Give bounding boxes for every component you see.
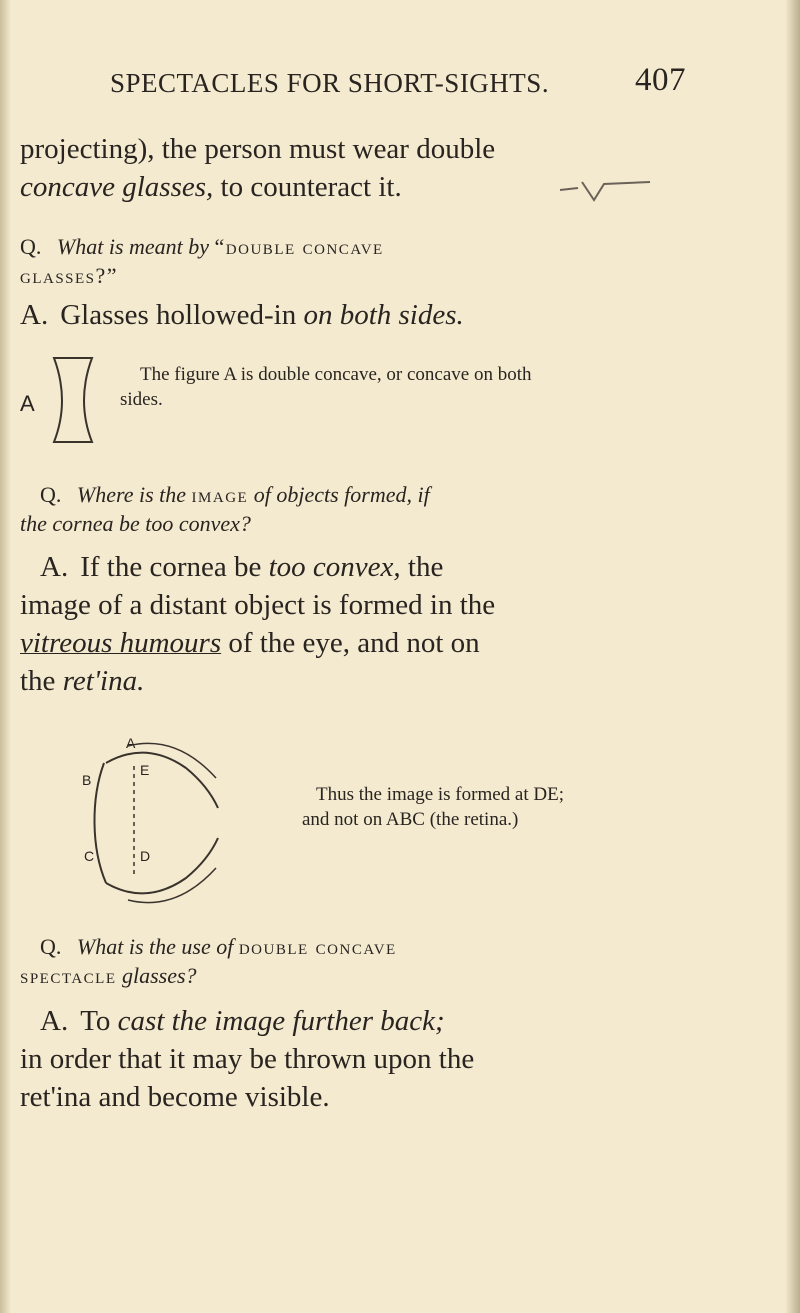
answer-3 — [20, 1002, 780, 1116]
page-right-edge — [786, 0, 800, 1313]
text: the — [20, 665, 63, 697]
question-label: Q. — [40, 482, 62, 507]
italic-text: on both sides. — [303, 299, 464, 331]
figure-letter-e: E — [140, 762, 150, 778]
answer-line — [20, 662, 780, 700]
figure-letter-d: D — [140, 848, 151, 864]
italic-text: of objects formed, if — [253, 482, 430, 507]
figure-caption — [302, 782, 782, 832]
small-caps-text: image — [191, 482, 249, 507]
italic-text: too convex, — [268, 551, 401, 583]
continuation-paragraph — [20, 130, 780, 206]
italic-text: vitreous humours — [20, 627, 222, 659]
answer-line: ret'ina and become visible. — [20, 1081, 330, 1113]
question-line — [20, 480, 780, 509]
question-line — [20, 961, 780, 990]
italic-text: cast the image further back; — [117, 1005, 445, 1037]
paragraph-line: projecting), the person must wear double — [20, 133, 496, 165]
running-header — [110, 62, 690, 106]
italic-text: What is meant by — [56, 234, 210, 259]
question-3 — [20, 932, 780, 990]
pen-mark — [560, 178, 660, 208]
italic-text: ret'ina. — [62, 665, 145, 697]
italic-text: concave glasses, — [20, 171, 214, 203]
text: the — [400, 551, 444, 583]
answer-line: image of a distant object is formed in the — [20, 589, 496, 621]
answer-label: A. — [40, 1005, 69, 1037]
question-1 — [20, 232, 780, 290]
answer-line — [20, 1002, 780, 1040]
answer-line: in order that it may be thrown upon the — [20, 1043, 475, 1075]
text: of the eye, and not on — [221, 627, 480, 659]
text: to counteract it. — [213, 171, 402, 203]
figure-caption — [120, 362, 780, 412]
figure-letter-a: A — [126, 735, 136, 751]
italic-text: What is the use of — [76, 934, 234, 959]
eye-diagram — [86, 748, 266, 898]
question-label: Q. — [40, 934, 62, 959]
figure-letter-b: B — [82, 772, 92, 788]
answer-line — [20, 548, 780, 586]
small-caps-text: double concave — [238, 934, 397, 959]
small-caps-text: “double concave — [214, 234, 384, 259]
caption-line: and not on ABC (the retina.) — [302, 809, 519, 830]
header-title: SPECTACLES FOR SHORT-SIGHTS. — [110, 68, 550, 98]
answer-2 — [20, 548, 780, 700]
lens-diagram — [48, 356, 98, 448]
page-number: 407 — [635, 62, 686, 98]
paragraph-line — [20, 168, 780, 206]
italic-text: Where is the — [76, 482, 187, 507]
italic-text: glasses? — [121, 963, 197, 988]
question-line: glasses?” — [20, 263, 119, 288]
text: Glasses hollowed-in — [60, 299, 304, 331]
answer-line — [20, 624, 780, 662]
figure-letter-c: C — [84, 848, 95, 864]
answer-label: A. — [40, 551, 69, 583]
question-line — [20, 932, 780, 961]
caption-line: The figure A is double concave, or concave on both — [140, 364, 532, 385]
answer-label: A. — [20, 299, 49, 331]
figure-letter-a: A — [20, 391, 35, 416]
question-line: the cornea be too convex? — [20, 511, 251, 536]
text: To — [80, 1005, 118, 1037]
question-line — [20, 232, 780, 261]
question-2 — [20, 480, 780, 538]
small-caps-text: spectacle — [20, 963, 117, 988]
question-label: Q. — [20, 234, 42, 259]
caption-line: sides. — [120, 389, 163, 410]
page-left-edge — [0, 0, 10, 1313]
answer-1 — [20, 296, 780, 334]
caption-line: Thus the image is formed at DE; — [316, 784, 564, 805]
text: If the cornea be — [80, 551, 269, 583]
